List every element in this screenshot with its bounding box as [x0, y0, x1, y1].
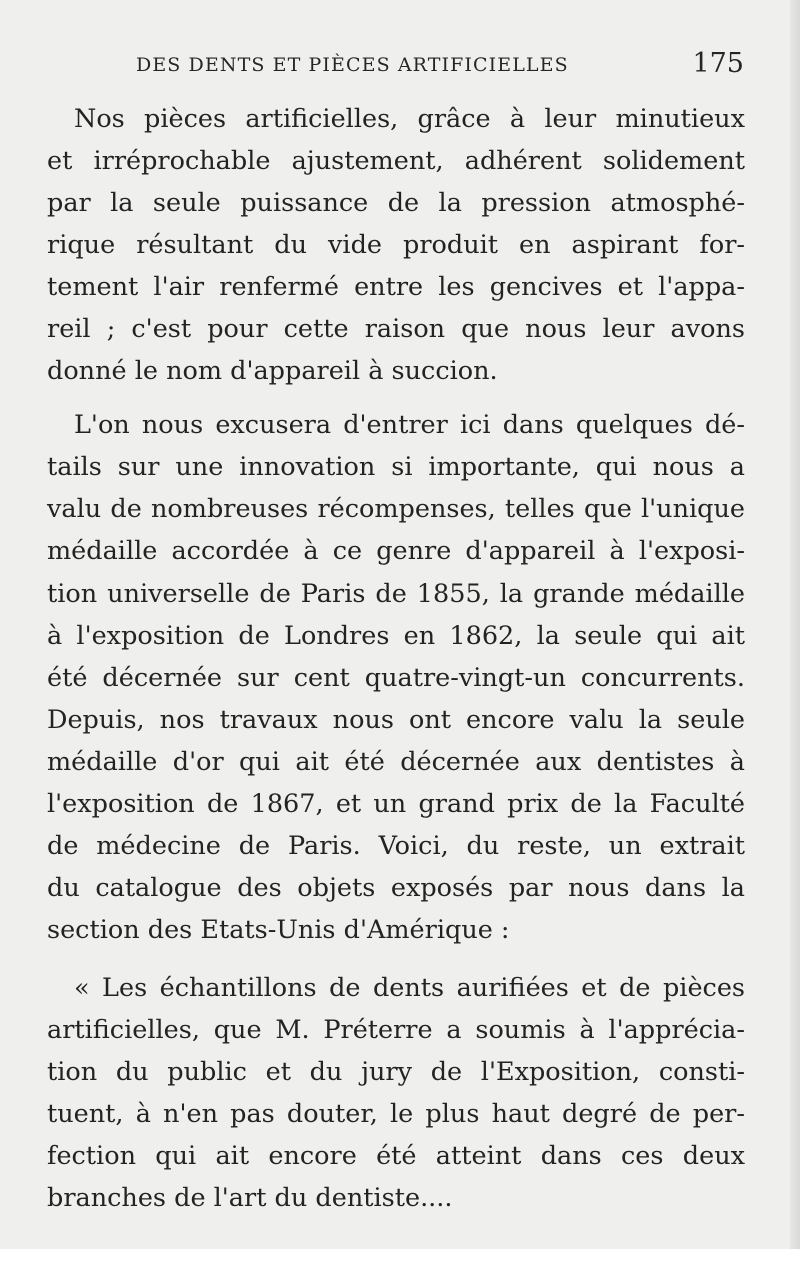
text-line: à l'exposition de Londres en 1862, la seule qui ait [47, 620, 745, 651]
page-edge-shadow [790, 0, 800, 1265]
text-line: valu de nombreuses récompenses, telles que l'unique [47, 494, 745, 525]
text-line: donné le nom d'appareil à succion. [47, 356, 498, 387]
text-line: Depuis, nos travaux nous ont encore valu la seule [47, 704, 745, 735]
text-line: de médecine de Paris. Voici, du reste, un extrait [47, 830, 745, 861]
text-line: et irréprochable ajustement, adhérent solidement [47, 146, 745, 177]
paragraph-1 [47, 98, 745, 392]
text-line: tuent, à n'en pas douter, le plus haut degré de per- [47, 1099, 745, 1130]
page-number: 175 [692, 48, 744, 79]
text-line: tion universelle de Paris de 1855, la grande médaille [47, 578, 745, 609]
text-line: l'exposition de 1867, et un grand prix de la Faculté [47, 788, 745, 819]
text-line: Nos pièces artificielles, grâce à leur minutieux [74, 104, 745, 134]
text-line: du catalogue des objets exposés par nous dans la [47, 872, 745, 903]
text-line: médaille d'or qui ait été décernée aux dentistes à [47, 746, 745, 777]
text-line: L'on nous excusera d'entrer ici dans quelques dé- [74, 410, 745, 441]
text-line: rique résultant du vide produit en aspirant for- [47, 230, 745, 261]
text-line: par la seule puissance de la pression atmosphé- [47, 188, 745, 219]
text-line: branches de l'art du dentiste.... [47, 1183, 453, 1214]
text-line: fection qui ait encore été atteint dans ces deux [47, 1141, 745, 1172]
page-bottom-margin [0, 1249, 800, 1265]
paragraph-2 [47, 404, 745, 951]
text-line: tement l'air renfermé entre les gencives et l'appa- [47, 272, 745, 303]
text-line: été décernée sur cent quatre-vingt-un concurrents. [47, 662, 745, 693]
text-line: « Les échantillons de dents aurifiées et de pièces [74, 972, 745, 1003]
running-title: DES DENTS ET PIÈCES ARTIFICIELLES [136, 54, 569, 76]
text-line: tails sur une innovation si importante, qui nous a [47, 452, 745, 483]
text-line: médaille accordée à ce genre d'appareil à l'exposi- [47, 536, 745, 567]
text-line: tion du public et du jury de l'Exposition, consti- [47, 1057, 745, 1088]
body-text [47, 98, 745, 1219]
text-line: reil ; c'est pour cette raison que nous leur avons [47, 314, 745, 345]
text-line: section des Etats-Unis d'Amérique : [47, 914, 510, 945]
running-header [136, 48, 744, 78]
text-line: artificielles, que M. Préterre a soumis à l'apprécia- [47, 1014, 745, 1045]
quotation-paragraph [47, 967, 745, 1219]
